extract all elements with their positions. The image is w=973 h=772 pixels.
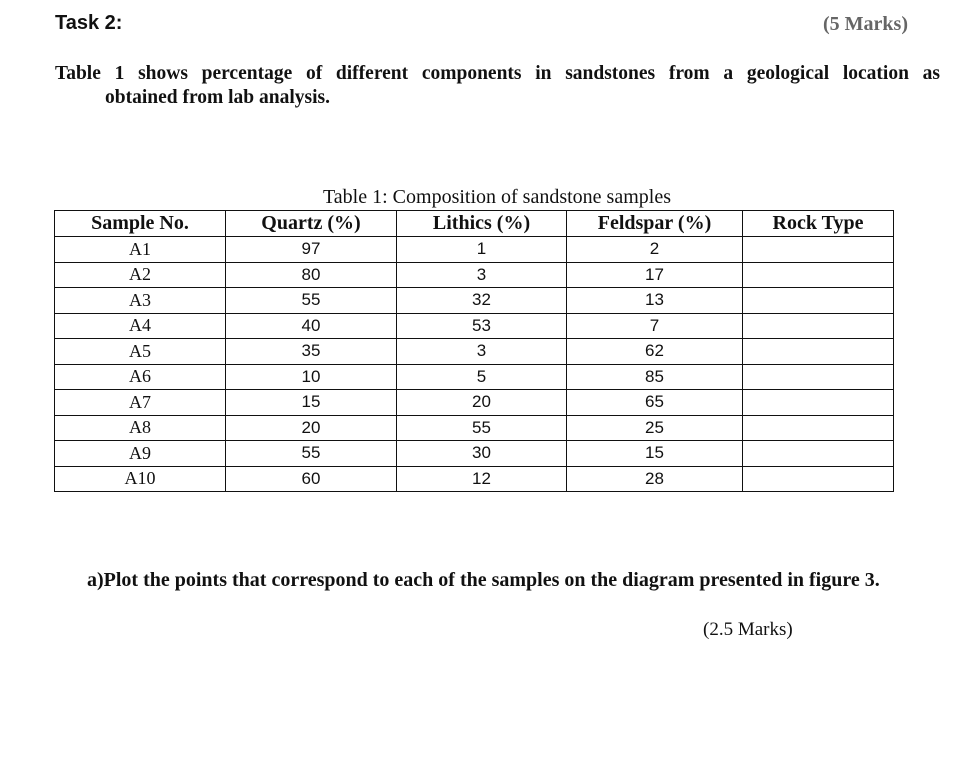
cell-quartz: 20	[226, 415, 397, 441]
task-marks: (5 Marks)	[823, 13, 908, 35]
question-a-marks: (2.5 Marks)	[703, 619, 793, 640]
header-feldspar: Feldspar (%)	[567, 211, 743, 237]
table-row	[55, 415, 894, 441]
cell-rock-type	[743, 390, 894, 416]
cell-quartz: 15	[226, 390, 397, 416]
cell-feldspar: 17	[567, 262, 743, 288]
cell-sample: A6	[55, 364, 226, 390]
cell-feldspar: 2	[567, 237, 743, 263]
cell-lithics: 1	[397, 237, 567, 263]
header-quartz: Quartz (%)	[226, 211, 397, 237]
intro-text-line-1: Table 1 shows percentage of different components in sandstones from a geological location as	[55, 63, 940, 84]
composition-table	[54, 210, 894, 492]
cell-sample: A8	[55, 415, 226, 441]
task-title: Task 2:	[55, 12, 123, 34]
cell-sample: A10	[55, 466, 226, 492]
cell-sample: A7	[55, 390, 226, 416]
cell-sample: A3	[55, 288, 226, 314]
intro-text-line-2: obtained from lab analysis.	[105, 87, 331, 108]
table-row	[55, 288, 894, 314]
cell-quartz: 60	[226, 466, 397, 492]
cell-rock-type	[743, 466, 894, 492]
table-caption: Table 1: Composition of sandstone samples	[322, 186, 671, 208]
cell-quartz: 55	[226, 441, 397, 467]
header-lithics: Lithics (%)	[397, 211, 567, 237]
table-row	[55, 441, 894, 467]
cell-quartz: 97	[226, 237, 397, 263]
header-rock-type: Rock Type	[743, 211, 894, 237]
cell-rock-type	[743, 339, 894, 365]
cell-feldspar: 15	[567, 441, 743, 467]
cell-rock-type	[743, 364, 894, 390]
cell-rock-type	[743, 237, 894, 263]
cell-lithics: 3	[397, 339, 567, 365]
cell-feldspar: 7	[567, 313, 743, 339]
cell-lithics: 3	[397, 262, 567, 288]
table-row	[55, 339, 894, 365]
cell-lithics: 32	[397, 288, 567, 314]
cell-rock-type	[743, 288, 894, 314]
cell-feldspar: 62	[567, 339, 743, 365]
cell-sample: A5	[55, 339, 226, 365]
cell-rock-type	[743, 441, 894, 467]
header-sample-no: Sample No.	[55, 211, 226, 237]
table-row	[55, 390, 894, 416]
table-header-row	[55, 211, 894, 237]
cell-lithics: 53	[397, 313, 567, 339]
cell-sample: A9	[55, 441, 226, 467]
cell-rock-type	[743, 262, 894, 288]
cell-lithics: 55	[397, 415, 567, 441]
cell-quartz: 55	[226, 288, 397, 314]
table-row	[55, 466, 894, 492]
cell-feldspar: 13	[567, 288, 743, 314]
table-row	[55, 262, 894, 288]
cell-feldspar: 65	[567, 390, 743, 416]
cell-lithics: 12	[397, 466, 567, 492]
table-row	[55, 364, 894, 390]
cell-feldspar: 85	[567, 364, 743, 390]
question-a-text: a)Plot the points that correspond to each of the samples on the diagram presented in figure 3.	[87, 569, 880, 591]
cell-feldspar: 28	[567, 466, 743, 492]
cell-sample: A1	[55, 237, 226, 263]
table-row	[55, 237, 894, 263]
cell-quartz: 80	[226, 262, 397, 288]
cell-quartz: 35	[226, 339, 397, 365]
cell-feldspar: 25	[567, 415, 743, 441]
cell-sample: A4	[55, 313, 226, 339]
table-row	[55, 313, 894, 339]
cell-quartz: 40	[226, 313, 397, 339]
cell-lithics: 20	[397, 390, 567, 416]
cell-sample: A2	[55, 262, 226, 288]
cell-quartz: 10	[226, 364, 397, 390]
cell-lithics: 30	[397, 441, 567, 467]
cell-rock-type	[743, 313, 894, 339]
cell-rock-type	[743, 415, 894, 441]
cell-lithics: 5	[397, 364, 567, 390]
